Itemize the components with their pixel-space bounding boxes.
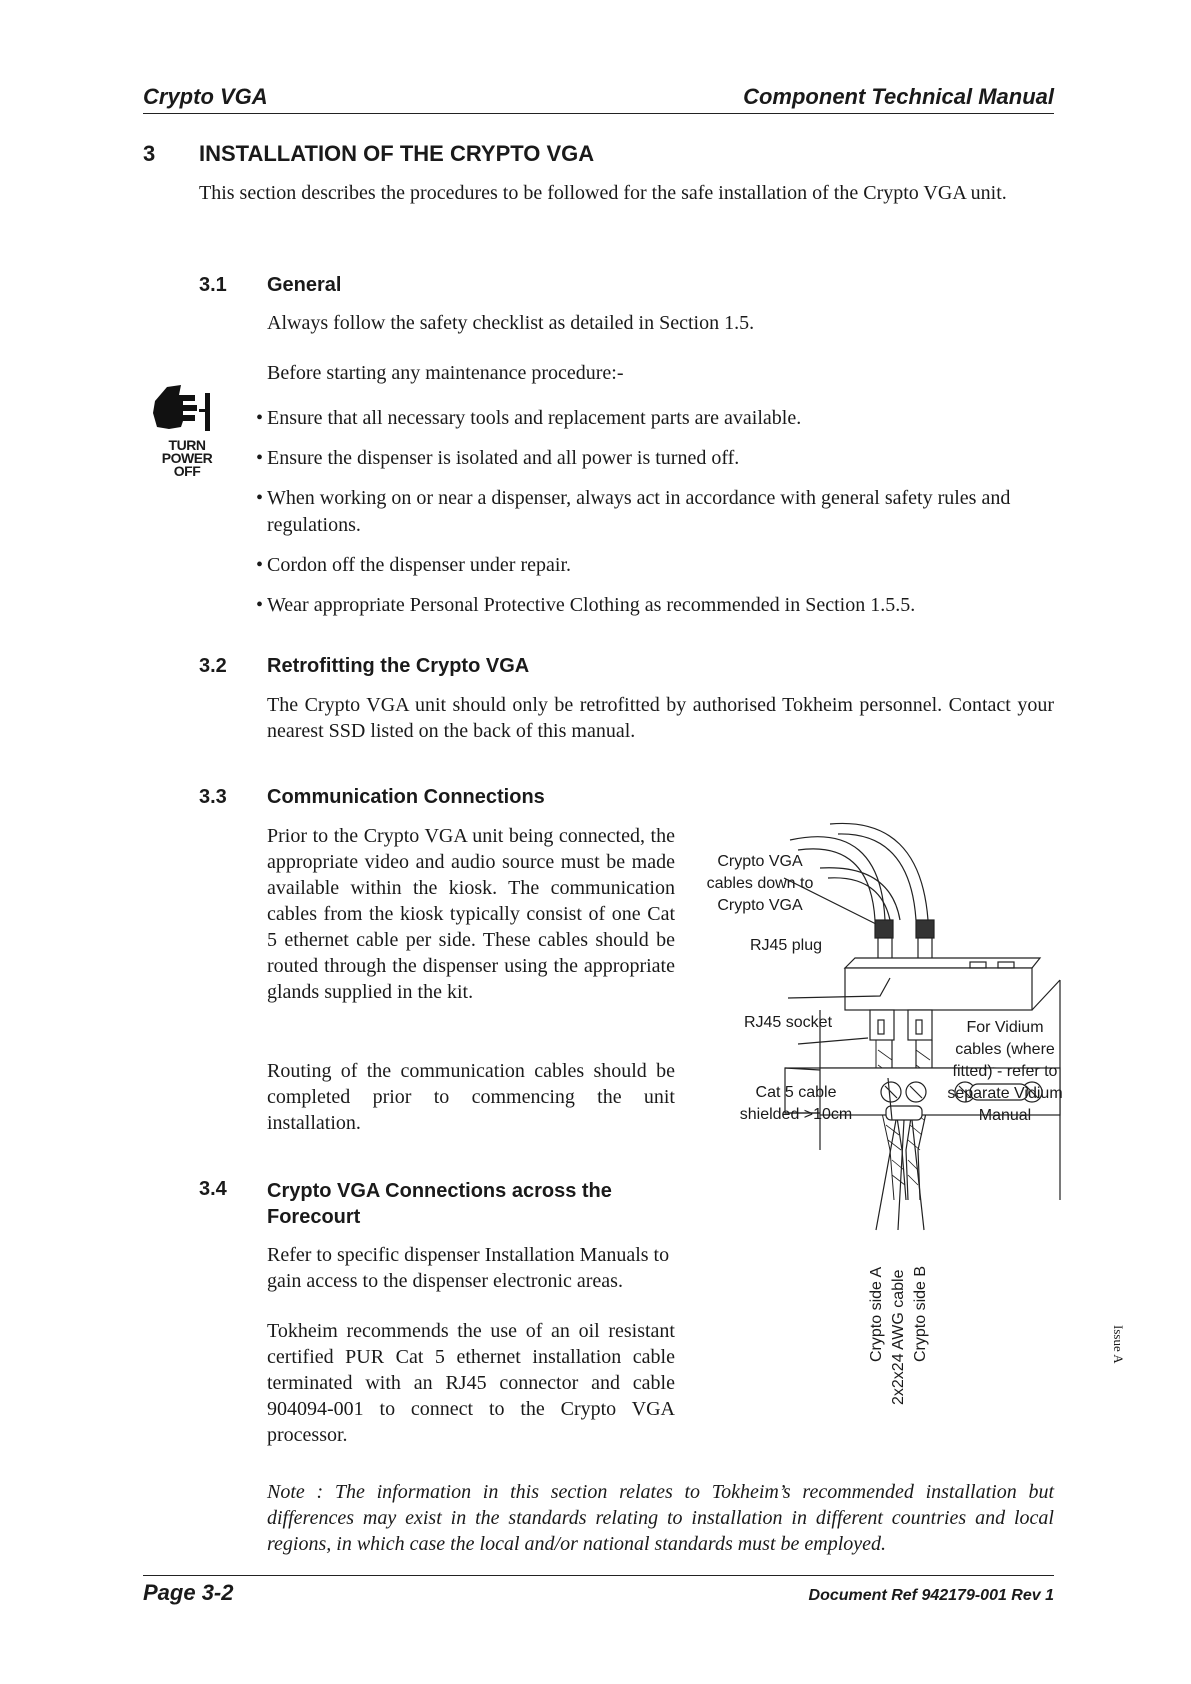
bullet-text: Wear appropriate Personal Protective Clothing as recommended in Section 1.5.5. xyxy=(267,594,916,616)
s3-3-title: Communication Connections xyxy=(267,786,545,808)
footer-rule xyxy=(143,1575,1054,1576)
s3-2-number: 3.2 xyxy=(199,655,227,677)
label-rj45-socket: RJ45 socket xyxy=(743,1014,833,1031)
bullet-item: • Cordon off the dispenser under repair. xyxy=(256,554,571,576)
bullet-item: • Ensure that all necessary tools and replacement parts are available. xyxy=(256,407,802,429)
s3-2-title: Retrofitting the Crypto VGA xyxy=(267,655,530,677)
bullet-text: When working on or near a dispenser, always act in accordance with general safety rules and regulations. xyxy=(267,487,1011,536)
s3-3-p1: Prior to the Crypto VGA unit being connected, the appropriate video and audio source must be made available within the kiosk. The communication cables from the kiosk typically consist of one Cat 5 ethernet cable per side. These cables should be routed through the dispenser using the appropriate glands supplied in the kit. xyxy=(267,825,675,1003)
note: Note : The information in this section relates to Tokheim’s recommended installation but differences may exist in the standards relating to installation in different countries and local regions, in which case the local and/or national standards must be employed. xyxy=(267,1481,1054,1555)
bullet-item: • Ensure the dispenser is isolated and all power is turned off. xyxy=(256,447,740,469)
s3-3-number: 3.3 xyxy=(199,786,227,808)
label-side-b: Crypto side B xyxy=(912,1265,929,1362)
bullet-text: Cordon off the dispenser under repair. xyxy=(267,554,571,576)
header-rule xyxy=(143,113,1054,114)
s3-1-title: General xyxy=(267,274,342,296)
turn-power-off-icon xyxy=(147,383,227,483)
s3-1-p1: Always follow the safety checklist as detailed in Section 1.5. xyxy=(267,312,755,334)
header-right: Component Technical Manual xyxy=(743,84,1054,109)
icon-text-power: POWER xyxy=(161,450,213,466)
footer-page: Page 3-2 xyxy=(143,1580,234,1605)
label-crypto-cables: Crypto VGA cables down to Crypto VGA xyxy=(706,853,814,914)
s3-4-number: 3.4 xyxy=(199,1178,227,1200)
s3-4-p1: Refer to specific dispenser Installation Manuals to gain access to the dispenser electronic areas. xyxy=(267,1244,670,1292)
issue-mark: Issue A xyxy=(1111,1325,1126,1364)
section-title: INSTALLATION OF THE CRYPTO VGA xyxy=(199,141,595,166)
label-cat5: Cat 5 cable shielded >10cm xyxy=(739,1084,853,1123)
label-vidium: For Vidium cables (where fitted) - refer to separate Vidium Manual xyxy=(947,1019,1063,1124)
label-side-a: Crypto side A xyxy=(868,1266,885,1362)
bullet-text: Ensure that all necessary tools and replacement parts are available. xyxy=(267,407,802,429)
section-number: 3 xyxy=(143,141,156,166)
icon-text-turn: TURN xyxy=(168,437,206,453)
s3-2-p1: The Crypto VGA unit should only be retrofitted by authorised Tokheim personnel. Contact your nearest SSD listed on the back of this manual. xyxy=(267,694,1054,742)
footer-docref: Document Ref 942179-001 Rev 1 xyxy=(808,1587,1054,1604)
bullet-item: • When working on or near a dispenser, always act in accordance with general safety rules and regulations. xyxy=(256,487,1011,536)
s3-1-number: 3.1 xyxy=(199,274,227,296)
icon-text-off: OFF xyxy=(173,463,201,479)
bullet-item: • Wear appropriate Personal Protective Clothing as recommended in Section 1.5.5. xyxy=(256,594,916,616)
s3-4-title: Crypto VGA Connections across the Forecourt xyxy=(267,1180,612,1228)
label-rj45-plug: RJ45 plug xyxy=(749,937,823,954)
s3-3-p2: Routing of the communication cables should be completed prior to commencing the unit installation. xyxy=(267,1060,675,1134)
label-awg: 2x2x24 AWG cable xyxy=(890,1269,907,1405)
s3-1-p2: Before starting any maintenance procedure:- xyxy=(267,362,624,384)
header-left: Crypto VGA xyxy=(143,84,268,109)
section-intro: This section describes the procedures to be followed for the safe installation of the Crypto VGA unit. xyxy=(199,182,1007,204)
bullet-text: Ensure the dispenser is isolated and all power is turned off. xyxy=(267,447,740,469)
s3-4-p2: Tokheim recommends the use of an oil resistant certified PUR Cat 5 ethernet installation cable terminated with an RJ45 connector and cable 904094-001 to connect to the Crypto VGA processor. xyxy=(267,1320,675,1446)
